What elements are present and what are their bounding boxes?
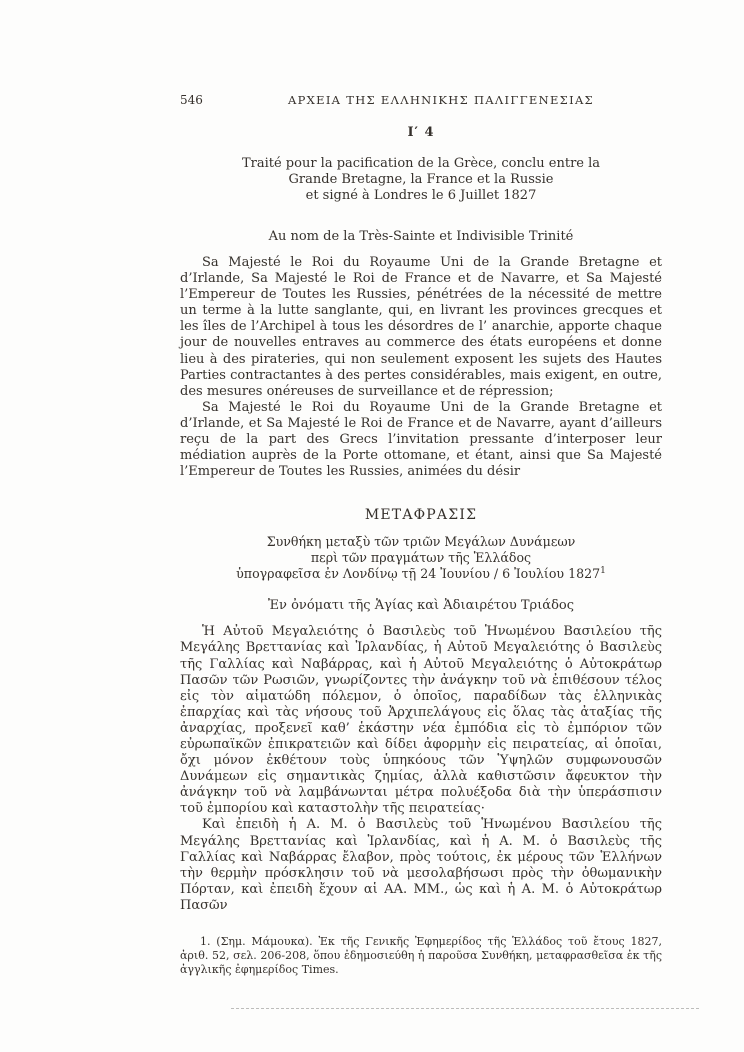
greek-subtitle-line-1: Συνθήκη μεταξὺ τῶν τριῶν Μεγάλων Δυνάμεων <box>266 534 576 550</box>
treaty-title-line-1: Traité pour la pacification de la Grèce, conclu entre la <box>241 156 601 171</box>
greek-subtitle-date: ὑπογραφεῖσα ἐν Λονδίνῳ τῇ 24 Ἰουνίου / 6 Ἰουλίου 1827 <box>236 566 601 582</box>
french-invocation: Au nom de la Très-Sainte et Indivisible Trinité <box>268 229 574 244</box>
greek-subtitle-line-3 <box>180 566 662 582</box>
text-column <box>180 93 662 976</box>
greek-invocation: Ἐν ὀνόματι τῆς Ἁγίας καὶ Ἀδιαιρέτου Τριάδος <box>267 598 575 614</box>
treaty-title <box>180 156 662 204</box>
greek-paragraph-1: Ἡ Αὐτοῦ Μεγαλειότης ὁ Βασιλεὺς τοῦ Ἡνωμένου Βασιλείου τῆς Μεγάλης Βρεττανίας καὶ Ἰρλανδίας, ἡ Αὐτοῦ Μεγαλειότης ὁ Βασιλεὺς τῆς Γαλλίας καὶ Ναβάρρας, καὶ ἡ Αὐτοῦ Μεγαλειότης ὁ Αὐτοκράτωρ Πασῶν τῶν Ρωσιῶν, γνωρίζοντες τὴν ἀνάγκην τοῦ νὰ ἐπιθέσουν τέλος εἰς τὸν αἱματώδη πόλεμον, ὁ ὁποῖος, παραδίδων τὰς ἑλληνικὰς ἐπαρχίας καὶ τὰς νήσους τοῦ Ἀρχιπελάγους εἰς ὅλας τὰς ἀταξίας τῆς ἀναρχίας, προξενεῖ καθ’ ἑκάστην νέα ἐμπόδια εἰς τὸ ἐμπόριον τῶν εὐρωπαϊκῶν ἐπικρατειῶν καὶ δίδει ἀφορμὴν εἰς πειρατείας, αἱ ὁποῖαι, ὄχι μόνον ἐκθέτουν τοὺς ὑπηκόους τῶν Ὑψηλῶν συμφωνουσῶν Δυνάμεων εἰς σημαντικὰς ζημίας, ἀλλὰ καθιστῶσιν ἄφευκτον τὴν ἀνάγκην τοῦ νὰ λαμβάνωνται μέτρα πολυέξοδα διὰ τὴν ὑπεράσπισιν τοῦ ἐμπορίου καὶ καταστολὴν τῆς πειρατείας· <box>180 624 662 817</box>
greek-paragraph-2: Καὶ ἐπειδὴ ἡ Α. Μ. ὁ Βασιλεὺς τοῦ Ἡνωμένου Βασιλείου τῆς Μεγάλης Βρεττανίας καὶ Ἰρλανδίας, καὶ ἡ Α. Μ. ὁ Βασιλεὺς τῆς Γαλλίας καὶ Ναβάρρας ἔλαβον, πρὸς τούτοις, ἐκ μέρους τῶν Ἑλλήνων τὴν θερμὴν πρόσκλησιν τοῦ νὰ μεσολαβήσωσι πρὸς τὴν ὀθωμανικὴν Πόρταν, καὶ ἐπειδὴ ἔχουν αἱ ΑΑ. ΜΜ., ὡς καὶ ἡ Α. Μ. ὁ Αὐτοκράτωρ Πασῶν <box>180 817 662 913</box>
treaty-title-line-2: Grande Bretagne, la France et la Russie <box>288 172 554 187</box>
french-paragraph-1: Sa Majesté le Roi du Royaume Uni de la Grande Bretagne et d’Irlande, Sa Majesté le Roi de France et de Navarre, et Sa Majesté l’Empereur de Toutes les Russies, pénétrées de la nécessité de mettre un terme à la lutte sanglante, qui, en livrant les provinces grecques et les îles de l’Archipel à tous les désordres de l’ anarchie, apporte chaque jour de nouvelles entraves au commerce des états européens et donne lieu à des pirateries, qui non seulement exposent les sujets des Hautes Parties contractantes à des pertes considérables, mais exigent, en outre, des mesures onéreuses de surveillance et de répression; <box>180 255 662 399</box>
greek-subtitle <box>180 534 662 582</box>
treaty-title-line-3: et signé à Londres le 6 Juillet 1827 <box>305 188 537 203</box>
metafrasis-heading: ΜΕΤΑΦΡΑΣΙΣ <box>364 507 478 524</box>
document-number: Ι′ 4 <box>407 125 435 140</box>
french-paragraph-2: Sa Majesté le Roi du Royaume Uni de la Grande Bretagne et d’Irlande, et Sa Majesté le Roi de France et de Navarre, ayant d’ailleurs reçu de la part des Grecs l’invitation pressante d’interposer leur médiation auprès de la Porte ottomane, et étant, ainsi que Sa Majesté l’Empereur de Toutes les Russies, animées du désir <box>180 399 662 480</box>
scan-artifact-line <box>231 1008 699 1009</box>
footnote-reference-marker: 1 <box>600 566 606 577</box>
footnote: 1. (Σημ. Μάμουκα). Ἐκ τῆς Γενικῆς Ἐφημερίδος τῆς Ἑλλάδος τοῦ ἔτους 1827, ἀριθ. 52, σελ. 206-208, ὅπου ἐδημοσιεύθη ἡ παροῦσα Συνθήκη, μεταφρασθεῖσα ἐκ τῆς ἀγγλικῆς ἐφημερίδος Times. <box>180 935 662 976</box>
greek-subtitle-line-2: περὶ τῶν πραγμάτων τῆς Ἑλλάδος <box>310 550 532 566</box>
page-header <box>180 93 662 108</box>
page-number: 546 <box>180 93 203 107</box>
running-title: ΑΡΧΕΙΑ ΤΗΣ ΕΛΛΗΝΙΚΗΣ ΠΑΛΙΓΓΕΝΕΣΙΑΣ <box>288 93 594 107</box>
